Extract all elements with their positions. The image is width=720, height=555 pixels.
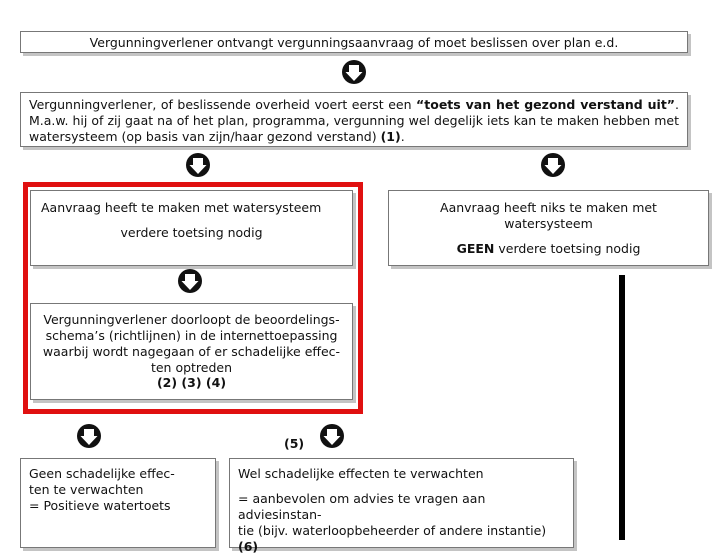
start-box-text: Vergunningverlener ontvangt vergunningsaanvraag of moet beslissen over plan e.d. [89, 35, 619, 50]
schema-line-2: schema’s (richtlijnen) in de internettoepassing [45, 328, 338, 343]
down-arrow-icon [320, 424, 344, 448]
no-effects-line-1: Geen schadelijke effec- [29, 466, 175, 481]
down-arrow-icon [178, 269, 202, 293]
ref-label-5: (5) [284, 436, 305, 451]
harmful-effects-box [229, 458, 574, 554]
schema-line-4: ten optreden [150, 360, 233, 375]
flow-line [619, 275, 625, 540]
unrelated-to-water-box [388, 190, 709, 266]
no-effects-line-3: = Positieve watertoets [29, 498, 171, 513]
schema-line-3: waarbij wordt nagegaan of er schadelijke effec- [42, 344, 341, 359]
related-to-water-box [30, 190, 353, 266]
unrelated-sub: GEEN verdere toetsing nodig [456, 241, 641, 256]
down-arrow-icon [186, 153, 210, 177]
no-effects-line-2: ten te verwachten [29, 482, 144, 497]
check-line-3: watersysteem (op basis van zijn/haar gezond verstand) (1). [29, 129, 405, 144]
effects-line-1: = aanbevolen om advies te vragen aan adviesinstan- [238, 491, 486, 522]
unrelated-title: Aanvraag heeft niks te maken met watersysteem [440, 200, 657, 231]
related-sub: verdere toetsing nodig [120, 225, 263, 240]
common-sense-check-box [20, 92, 688, 147]
check-line-2: M.a.w. hij of zij gaat na of het plan, programma, vergunning wel degelijk iets kan te maken hebben met [29, 113, 679, 128]
effects-title: Wel schadelijke effecten te verwachten [238, 466, 484, 481]
assessment-schema-box [30, 303, 353, 400]
start-box [20, 31, 688, 53]
schema-line-1: Vergunningverlener doorloopt de beoordelings- [43, 312, 340, 327]
related-title: Aanvraag heeft te maken met watersysteem [41, 200, 322, 215]
down-arrow-icon [342, 60, 366, 84]
no-effects-box [20, 458, 216, 548]
down-arrow-icon [541, 153, 565, 177]
down-arrow-icon [77, 424, 101, 448]
effects-line-2: tie (bijv. waterloopbeheerder of andere instantie) (6) [238, 523, 547, 554]
check-line-1: Vergunningverlener, of beslissende overheid voert eerst een “toets van het gezond verstand uit”. [29, 97, 680, 112]
schema-refs: (2) (3) (4) [156, 375, 227, 390]
